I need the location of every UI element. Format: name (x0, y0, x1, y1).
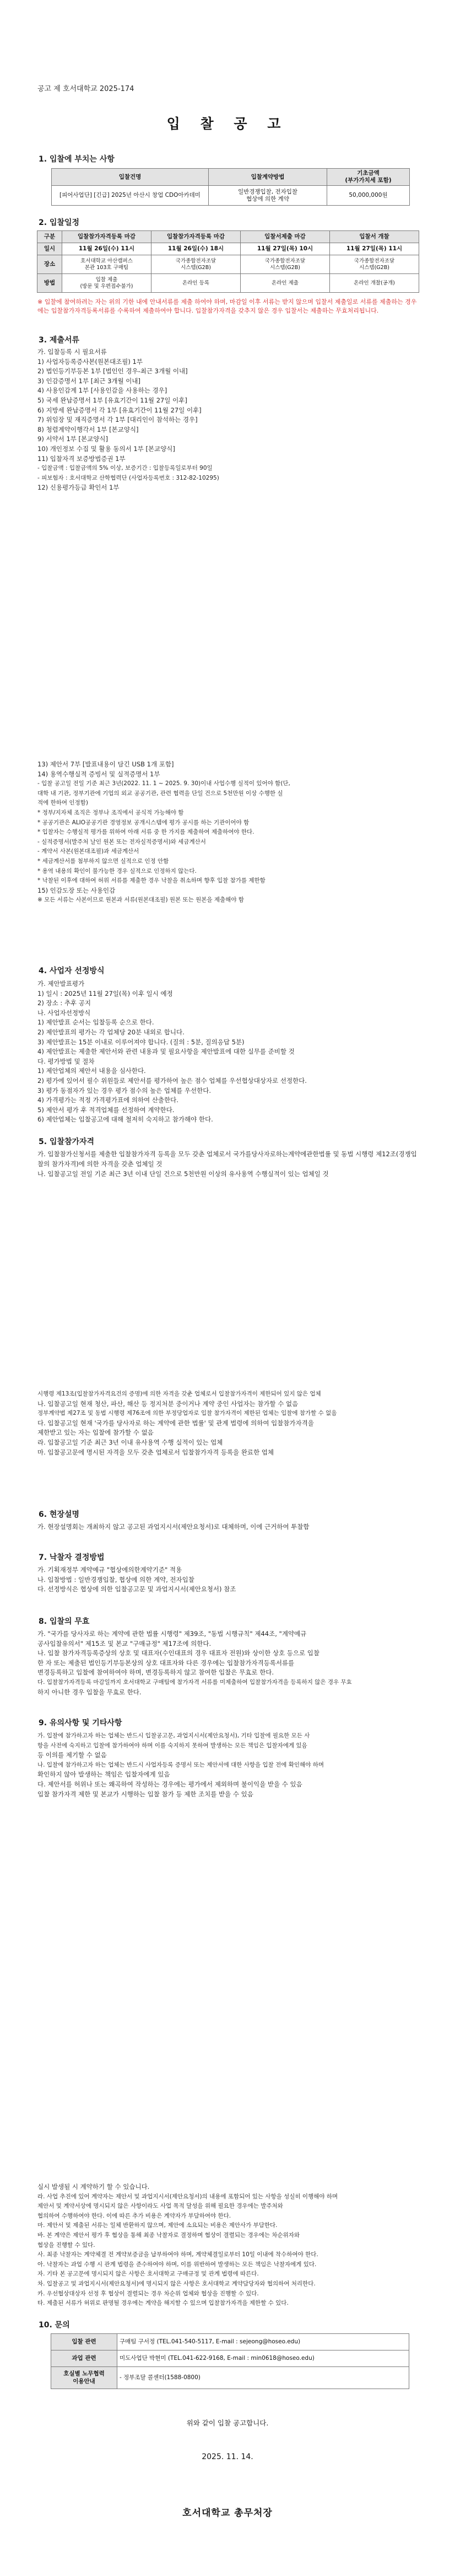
list-item: 가. 제안발표평가 (37, 980, 85, 988)
list-item: 1) 제안업체의 제안서 내용을 심사한다. (37, 1067, 146, 1075)
list-item: 공사입찰유의서" 제15조 및 본교 "구매규정" 제17조에 의한다. (37, 1639, 212, 1647)
list-item: 다. 제안서를 허위나 또는 왜곡하여 작성하는 경우에는 평가에서 제외하며 불이익을 받을 수 있음 (37, 1780, 302, 1788)
invalid-bid-list (37, 1629, 352, 1697)
list-item: ※ 모든 서류는 사본이므로 원본과 서류(원본대조필) 원본 또는 원본을 제출해야 함 (37, 897, 244, 904)
table-header: 입찰참가자격등록 마감 (151, 231, 241, 243)
section-2-heading: 2. 입찰일정 (39, 218, 80, 227)
schedule-warning: ※ 입찰에 참여하려는 자는 위의 기한 내에 안내서류를 제출 하여야 하며, 마감일 이후 서류는 받지 않으며 입찰서 제출일로 서류를 제출하는 경우에는 입찰참가자격등록서류를 수록하여 제출하여야 합니다. 입찰참가자격을 갖추지 않은 경우 입찰서는 제출하는 무효처리됩니다. (37, 298, 417, 314)
table-cell: 온라인 제출 (241, 274, 330, 293)
list-item: 확인하지 않아 발생하는 책임은 입찰자에게 있음 (37, 1770, 170, 1779)
list-item: 3) 인감증명서 1부 [최근 3개월 이내] (37, 377, 140, 385)
list-item: 다. 평가방법 및 절차 (37, 1057, 95, 1065)
list-item: * 세금계산서를 첨부하지 않으면 실적으로 인정 안함 (37, 857, 169, 865)
award-method-list (37, 1565, 236, 1595)
list-item: 가. 기획재정부 계약예규 "협상에의한계약기준" 적용 (37, 1566, 182, 1574)
table-header: 기초금액 (부가가치세 포함) (327, 169, 410, 186)
list-item: - 계약서 사본(원본대조필)과 세금계산서 (37, 848, 139, 855)
required-documents-list-continued (37, 760, 290, 905)
list-item: 라. 사업 추진에 있어 계약자는 제안서 및 과업지시서(제안요청서)의 내용에 포함되어 있는 사항을 성실히 이행해야 하며 (37, 2193, 338, 2200)
list-item: 다. 선정방식은 협상에 의한 입찰공고문 및 과업지시서(제안요청서) 참조 (37, 1585, 236, 1593)
list-item: 1) 제안발표 순서는 입찰등록 순으로 한다. (37, 1018, 154, 1027)
table-cell: 장소 (37, 255, 62, 274)
list-item: 11) 입찰자격 보증방법증권 1부 (37, 454, 126, 463)
notice-number: 공고 제 호서대학교 2025-174 (37, 85, 134, 93)
list-item: 항을 사전에 숙지하고 입찰에 참가하여야 하며 이를 숙지하지 못하여 발생하는 모든 책임은 입찰자에게 있음 (37, 1742, 307, 1749)
table-cell: - 정부조달 콜센터(1588-0800) (117, 2367, 409, 2389)
table-header: 호실별 노무협력 이용안내 (51, 2367, 117, 2389)
list-item: 사. 최종 낙찰자는 계약체결 전 계약보증금을 납부하여야 하며, 계약체결일로부터 10일 이내에 착수하여야 한다. (37, 2251, 318, 2258)
list-item: 2) 제안발표의 평가는 각 업체당 20분 내외로 합니다. (37, 1028, 185, 1036)
section-4-heading: 4. 사업자 선정방식 (39, 967, 105, 975)
table-cell: 온라인 등록 (151, 274, 241, 293)
list-item: 가. "국가를 당사자로 하는 계약에 관한 법률 시행령" 제39조, "동법 시행규칙" 제44조, "계약예규 (37, 1630, 307, 1638)
list-item: 9) 서약서 1부 [본교양식] (37, 435, 108, 443)
table-cell: 호서대학교 아산캠퍼스 본관 103호 구매팀 (62, 255, 151, 274)
table-cell: 국가종합전자조달 시스템(G2B) (151, 255, 241, 274)
bid-item-table (51, 168, 410, 206)
table-cell: 방법 (37, 274, 62, 293)
table-header: 입찰참가자격등록 마감 (62, 231, 151, 243)
list-item: 2) 장소 : 추후 공지 (37, 999, 91, 1007)
table-cell: 미도사업단 박현미 (TEL.041-622-9168, E-mail : min0618@hoseo.edu) (117, 2350, 409, 2367)
list-item: 자. 기타 본 공고문에 명시되지 않은 사항은 호서대학교 구매규정 및 관계 법령에 따른다. (37, 2271, 259, 2278)
list-item: 나. 입찰공고일 현재 청산, 파산, 해산 등 정지처분 중이거나 계약 중인 사업자는 참가할 수 없음 (37, 1399, 299, 1408)
table-header: 입찰서제출 마감 (241, 231, 330, 243)
list-item: 나. 입찰 참가자격등록증상의 상호 및 대표자(수인대표의 경우 대표자 전원)와 상이한 상호 등으로 입찰 (37, 1649, 319, 1657)
table-cell: 온라인 개찰(공개) (330, 274, 419, 293)
table-cell: 일반경쟁입찰, 전자입찰 협상에 의한 계약 (209, 186, 327, 206)
table-cell: 일시 (37, 243, 62, 255)
list-item: 8) 청렴계약이행각서 1부 [본교양식] (37, 425, 139, 433)
list-item: 3) 제안발표는 15분 이내로 이루어져야 합니다. (질의 : 5분, 질의응답 5분) (37, 1038, 245, 1046)
list-item: 제안서 및 계약서상에 명시되지 않은 사항이라도 사업 목적 달성을 위해 필요한 경우에는 발주처와 (37, 2203, 283, 2210)
list-item: 라. 입찰공고일 기준 최근 3년 이내 유사용역 수행 실적이 있는 업체 (37, 1438, 223, 1446)
table-header: 입찰계약방법 (209, 169, 327, 186)
list-item: 제한받고 있는 자는 입찰에 참가할 수 없음 (37, 1429, 154, 1437)
site-briefing-text: 가. 현장설명회는 개최하지 않고 공고된 과업지시서(제안요청서)로 대체하며, 이에 근거하여 투찰함 (37, 1523, 310, 1531)
list-item: * 입찰자는 수행실적 평가를 위하여 아래 서류 중 한 가지를 제출하여 제출하여야 한다. (37, 829, 254, 836)
list-item: 타. 제출된 서류가 허위로 판명될 경우에는 계약을 해지할 수 있으며 입찰참가자격을 제한할 수 있다. (37, 2300, 289, 2307)
list-item: 나. 입찰방법 : 일반경쟁입찰, 협상에 의한 계약, 전자입찰 (37, 1575, 194, 1584)
list-item: 13) 제안서 7부 [발표내용이 담긴 USB 1개 포함] (37, 760, 174, 768)
list-item: 대학 내 기관, 정부기관에 기업의 외교 공공기관, 관련 협력을 단일 건으로 5천만원 이상 수행한 실 (37, 790, 283, 797)
list-item: 10) 개인정보 수집 및 활용 동의서 1부 [본교양식] (37, 444, 175, 453)
list-item: 시행령 제13조(입찰참가자격요건의 증명)에 의한 자격을 갖춘 업체로서 입찰참가자격이 제한되어 있지 않은 업체 (37, 1391, 321, 1397)
list-item: 2) 평가에 있어서 필수 위원들로 제안서를 평가하여 높은 점수 업체를 우선협상대상자로 선정한다. (37, 1076, 307, 1085)
table-cell: 11월 27일(목) 11시 (330, 243, 419, 255)
list-item: 가. 입찰에 참가하고자 하는 업체는 반드시 입찰공고문, 과업지시서(제안요청서), 기타 입찰에 필요한 모든 사 (37, 1732, 310, 1739)
list-item: 4) 사용인감계 1부 [사용인감을 사용하는 경우] (37, 387, 167, 395)
list-item: 나. 사업자선정방식 (37, 1008, 91, 1017)
list-item: 협의하여 수행하여야 한다. 이에 따른 추가 비용은 계약자가 부담하여야 한다. (37, 2212, 231, 2219)
list-item: 실시 발생될 시 계약하기 할 수 있습니다. (37, 2183, 150, 2191)
contact-table (51, 2333, 409, 2389)
notes-list (37, 1731, 324, 1799)
table-header: 과업 관련 (51, 2350, 117, 2367)
list-item: 1) 일시 : 2025년 11월 27일(목) 이후 일시 예정 (37, 989, 173, 997)
list-item: 정부계약법 제27조 및 동법 시행령 제76조에 의한 부정당업자로 입찰 참가자격이 제한된 업체는 입찰에 참가할 수 없음 (37, 1410, 337, 1417)
section-3-heading: 3. 제출서류 (39, 336, 80, 345)
schedule-table (37, 230, 419, 293)
notes-list-continued (37, 2182, 338, 2309)
section-9-heading: 9. 유의사항 및 기타사항 (39, 1719, 122, 1727)
list-item: 4) 제안발표는 제출한 제안서와 관련 내용과 및 필요사항을 제안발표에 대한 실무를 준비할 것 (37, 1048, 295, 1056)
closing-note: 위와 같이 입찰 공고합니다. (186, 2419, 269, 2427)
table-header: 입찰 관련 (51, 2334, 117, 2350)
section-6-heading: 6. 현장설명 (39, 1510, 80, 1519)
list-item: - 실적증명서(발주처 날인 원본 또는 전자실적증명서)와 세금계산서 (37, 838, 206, 845)
list-item: 7) 위임장 및 재직증명서 각 1부 [대리인이 참석하는 경우] (37, 416, 198, 424)
table-cell: 구매팀 구서정 (TEL.041-540-5117, E-mail : sejeong@hoseo.edu) (117, 2334, 409, 2350)
list-item: - 피보험자 : 호서대학교 산학협력단 (사업자등록번호 : 312-82-10295) (37, 474, 219, 481)
table-cell: 11월 26일(수) 11시 (62, 243, 151, 255)
list-item: 1) 사업자등록증사본(원본대조필) 1부 (37, 357, 143, 366)
section-8-heading: 8. 입찰의 무효 (39, 1617, 90, 1626)
list-item: 나. 입찰에 참가하고자 하는 업체는 반드시 사업자등록 증명서 또는 제안서에 대한 사항을 입찰 전에 확인해야 하며 (37, 1761, 324, 1768)
list-item: 하지 아니한 경우 입찰을 무효로 한다. (37, 1688, 142, 1696)
list-item: 마. 입찰공고문에 명시된 자격을 모두 갖춘 업체로서 입찰참가자격 등록을 완료한 업체 (37, 1448, 274, 1456)
section-1-heading: 1. 입찰에 부치는 사항 (39, 155, 115, 164)
list-item: 12) 신용평가등급 확인서 1부 (37, 484, 120, 492)
list-item: 3) 평가 동점자가 있는 경우 평가 점수의 높은 업체를 우선한다. (37, 1086, 211, 1094)
table-cell: 50,000,000원 (327, 186, 410, 206)
page-title: 입 찰 공 고 (166, 116, 289, 132)
list-item: 차. 입찰공고 및 과업지시서(제안요청서)에 명시되지 않은 사항은 호서대학교 계약담당자와 협의하여 처리한다. (37, 2280, 316, 2287)
table-header: 입찰서 개찰 (330, 231, 419, 243)
section-10-heading: 10. 문의 (39, 2321, 70, 2330)
list-item: 한 자 또는 제출된 법인등기부등본상의 상호 대표자와 다른 경우에는 입찰참가자격등록서류를 (37, 1659, 295, 1667)
table-header: 구분 (37, 231, 62, 243)
list-item: 2) 법인등기부등본 1부 [법인인 경우-최근 3개월 이내] (37, 367, 188, 375)
list-item: - 입찰 공고일 전일 기준 최근 3년(2022. 11. 1 ~ 2025. 9. 30)이내 사업수행 실적이 있어야 함(단, (37, 780, 290, 787)
list-item: - 입찰금액 : 입찰금액의 5% 이상, 보증기간 : 입찰등록일로부터 90일 (37, 465, 213, 472)
list-item: 아. 낙찰자는 과업 수행 시 관계 법령을 준수하여야 하며, 이를 위반하여 발생하는 모든 책임은 낙찰자에게 있다. (37, 2261, 317, 2268)
list-item: 바. 본 계약은 제안서 평가 후 협상을 통해 최종 낙찰자로 결정하며 협상이 결렬되는 경우에는 차순위자와 (37, 2231, 300, 2239)
list-item: 5) 제안서 평가 후 적격업체를 선정하여 계약한다. (37, 1105, 175, 1114)
table-header: 입찰건명 (52, 169, 209, 186)
list-item: 입찰 참가자격 제한 및 본교가 시행하는 입찰 참가 등 제한 조치를 받을 수 있음 (37, 1790, 253, 1798)
list-item: 6) 제안업체는 입찰공고에 대해 철저히 숙지하고 참가해야 한다. (37, 1115, 213, 1124)
list-item: 4) 가격평가는 적정 가격평가표에 의하여 산출한다. (37, 1096, 178, 1104)
list-item: 6) 지방세 완납증명서 각 1부 [유효기간이 11월 27일 이후] (37, 406, 202, 414)
list-item: 다. 입찰참가자격등록 마감일까지 호서대학교 구매팀에 참가자격 서류를 미제출하여 입찰참가자격을 등록하지 않은 경우 무효 (37, 1678, 352, 1686)
selection-method-list (37, 979, 307, 1125)
list-item: * 낙찰된 이후에 대하여 허위 서류를 제출한 경우 낙찰을 취소하며 향후 입찰 참가를 제한함 (37, 877, 266, 884)
list-item: 변경등록하고 입찰에 참여하여야 하며, 변경등록하지 않고 참여한 입찰은 무효로 한다. (37, 1668, 274, 1677)
qualification-text: 가. 입찰참가신청서를 제출한 입찰참가자격 등록을 모두 갖춘 업체로서 국가를당사자로하는계약에관한법률 및 동법 시행령 제12조(경쟁입찰의 참가자격)에 의한 자격을 갖춘 업체일 것 나. 입찰공고일 전일 기준 최근 3년 이내 단일 건으로 5천만원 이상의 유사용역 수행실적이 있는 업체일 것 (37, 1150, 417, 1178)
table-cell: 11월 27일(목) 10시 (241, 243, 330, 255)
list-item: * 용역 내용의 확인이 불가능한 경우 실적으로 인정하지 않는다. (37, 867, 197, 874)
table-cell: [피어사업단] [긴급] 2025년 아산시 창업 CDO아카데미 (52, 186, 209, 206)
table-cell: 11월 26일(수) 18시 (151, 243, 241, 255)
table-cell: 국가종합전자조달 시스템(G2B) (330, 255, 419, 274)
list-item: 적에 한하여 인정함) (37, 799, 88, 807)
table-cell: 입찰 제출 (방문 및 우편접수불가) (62, 274, 151, 293)
list-item: 카. 우선협상대상자 선정 후 협상이 결렬되는 경우 차순위 업체와 협상을 진행할 수 있다. (37, 2290, 259, 2297)
table-cell: 국가종합전자조달 시스템(G2B) (241, 255, 330, 274)
list-item: * 정부/지자체 조직은 정부나 조직에서 공식적 가능해야 함 (37, 809, 184, 816)
section-7-heading: 7. 낙찰자 결정방법 (39, 1553, 105, 1562)
list-item: 협상을 진행할 수 있다. (37, 2241, 95, 2248)
list-item: 15) 인감도장 또는 사용인감 (37, 886, 116, 894)
list-item: 14) 용역수행실적 증빙서 및 실적증명서 1부 (37, 770, 160, 778)
list-item: 등 이의를 제기할 수 없음 (37, 1751, 107, 1759)
qualification-list-continued (37, 1389, 337, 1457)
notice-date: 2025. 11. 14. (202, 2452, 253, 2461)
issuing-organization: 호서대학교 총무처장 (182, 2508, 273, 2519)
list-item: 마. 제안서 및 제출된 서류는 일체 반환하지 않으며, 제안에 소요되는 비용은 제안사가 부담한다. (37, 2222, 278, 2229)
list-item: 다. 입찰공고일 현재 '국가를 당사자로 하는 계약에 관한 법률' 및 관계 법령에 의하여 입찰참가자격을 (37, 1419, 314, 1427)
list-item: * 공공기관은 ALIO공공기관 경영정보 공개시스템에 평가 공시를 하는 기관이어야 함 (37, 819, 250, 826)
list-item: 가. 입찰등록 시 필요서류 (37, 348, 107, 356)
required-documents-list (37, 347, 219, 493)
list-item: 5) 국세 완납증명서 1부 [유효기간이 11월 27일 이후] (37, 396, 187, 404)
section-5-heading: 5. 입찰참가자격 (39, 1137, 95, 1146)
